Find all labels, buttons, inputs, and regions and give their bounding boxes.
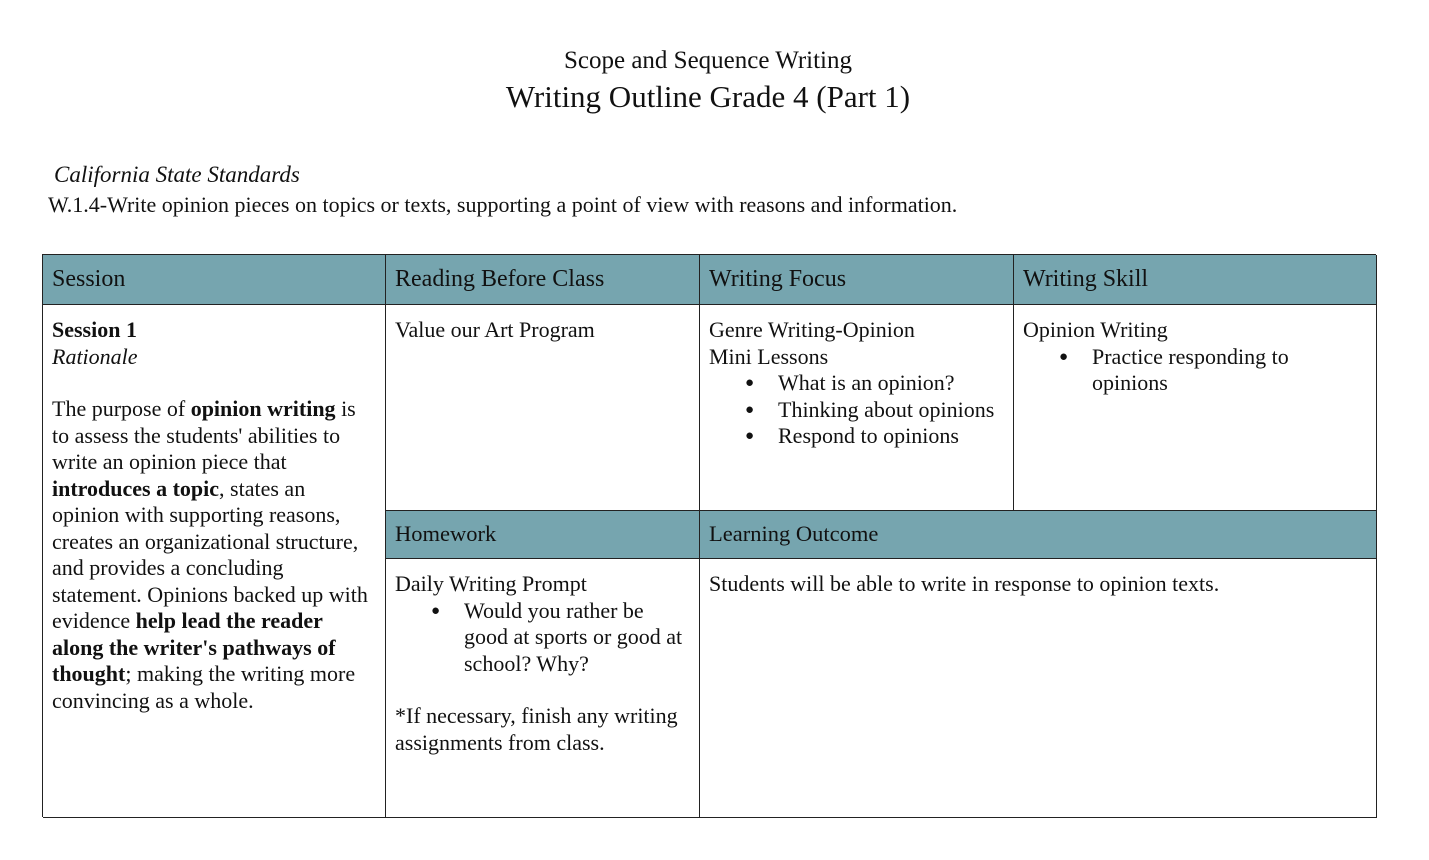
session-name: Session 1 xyxy=(52,317,137,342)
standards-text: W.1.4-Write opinion pieces on topics or texts, supporting a point of view with reasons and information. xyxy=(48,192,958,217)
header-session: Session xyxy=(43,255,386,305)
mini-lessons-list xyxy=(709,370,1004,450)
writing-focus-cell xyxy=(700,305,1014,511)
skill-title: Opinion Writing xyxy=(1023,317,1168,342)
homework-note: *If necessary, finish any writing assignments from class. xyxy=(395,703,678,755)
header-homework: Homework xyxy=(386,511,700,559)
document-title: Writing Outline Grade 4 (Part 1) xyxy=(505,79,911,114)
standards-label: California State Standards xyxy=(54,162,300,187)
header-reading-before-class: Reading Before Class xyxy=(386,255,700,305)
genre-text: Genre Writing-Opinion xyxy=(709,317,915,342)
header-learning-outcome: Learning Outcome xyxy=(700,511,1377,559)
writing-outline-table xyxy=(42,254,1376,817)
homework-cell xyxy=(386,559,700,818)
learning-outcome-cell xyxy=(700,559,1377,818)
mini-lessons-label: Mini Lessons xyxy=(709,343,829,369)
header-writing-skill: Writing Skill xyxy=(1014,255,1377,305)
rationale-label: Rationale xyxy=(52,343,138,369)
list-item: ● Practice responding to opinions xyxy=(1092,344,1367,397)
homework-list xyxy=(395,598,690,678)
skill-list xyxy=(1023,344,1367,397)
writing-skill-cell xyxy=(1014,305,1377,511)
reading-cell xyxy=(386,305,700,511)
learning-outcome-text: Students will be able to write in response to opinion texts. xyxy=(709,571,1220,596)
list-item: ● Respond to opinions xyxy=(778,423,1004,450)
reading-text: Value our Art Program xyxy=(395,317,595,342)
header-writing-focus: Writing Focus xyxy=(700,255,1014,305)
list-item: ● Would you rather be good at sports or good at school? Why? xyxy=(464,598,690,678)
rationale-text: The purpose of opinion writing is to assess the students' abilities to write an opinion piece that introduces a topic, states an opinion with supporting reasons, creates an organizational structure, and provides a concluding statement. Opinions backed up with evidence help lead the reader along the writer's pathways of thought; making the writing more convincing as a whole. xyxy=(52,396,368,713)
document-subtitle: Scope and Sequence Writing xyxy=(563,47,853,74)
homework-title: Daily Writing Prompt xyxy=(395,571,587,596)
session-cell xyxy=(43,305,386,818)
list-item: ● What is an opinion? xyxy=(778,370,1004,397)
list-item: ● Thinking about opinions xyxy=(778,397,1004,424)
